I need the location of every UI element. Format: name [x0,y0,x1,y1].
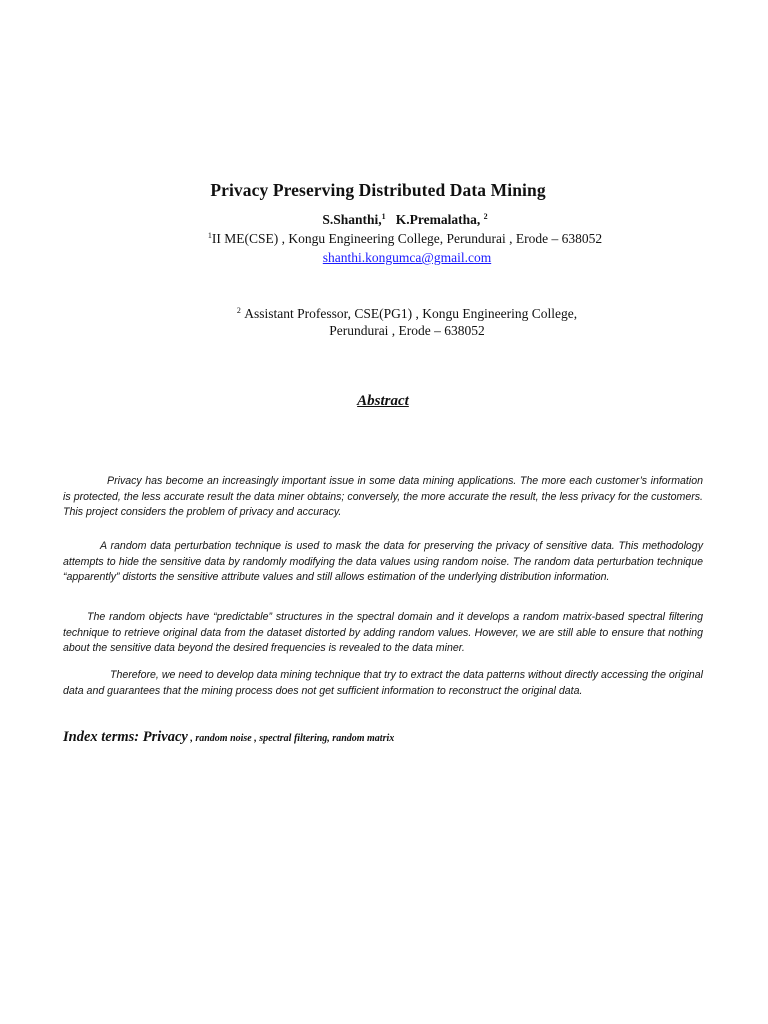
index-terms-label: Index terms: Privacy [63,729,188,745]
author-1: S.Shanthi, [322,212,382,227]
abstract-paragraph-1: Privacy has become an increasingly important issue in some data mining applications. The more each customer’s information is protected, the less accurate result the data miner obtains; conversely, the more accurate the result, the less privacy for the customers. This project considers the problem of privacy and accuracy. [63,475,703,519]
author-2-superscript: 2 [483,212,488,221]
index-terms-values: , random noise , spectral filtering, random matrix [187,733,395,744]
affiliation-2 [0,302,768,339]
email-line [0,250,768,266]
abstract-paragraph-4: Therefore, we need to develop data mining technique that try to extract the data patterns without directly accessing the original data and guarantees that the mining process does not get sufficient information to reconstruct the original data. [63,669,703,697]
abstract-paragraph-2: A random data perturbation technique is used to mask the data for preserving the privacy of sensitive data. This methodology attempts to hide the sensitive data by randomly modifying the data values using random noise. The random data perturbation technique “apparently” distorts the sensitive attribute values and still allows estimation of the underlying distribution information. [63,540,703,584]
affiliation-2-line-2: Perundurai , Erode – 638052 [329,323,485,338]
author-1-superscript: 1 [381,212,386,221]
author-line [0,212,768,228]
abstract-paragraph-3: The random objects have “predictable” structures in the spectral domain and it develops a random matrix-based spectral filtering technique to retrieve original data from the dataset distorted by adding random values. However, we are still able to ensure that nothing about the sensitive data beyond the desired frequencies is revealed to the data miner. [63,611,703,655]
index-terms [63,728,703,746]
affiliation-2-text: Assistant Professor, CSE(PG1) , Kongu Engineering College, [244,306,578,321]
affiliation-2-line-1 [0,302,768,322]
author-2: K.Premalatha, [395,212,481,227]
affiliation-2-superscript: 2 [236,306,241,315]
author-email-link[interactable]: shanthi.kongumca@gmail.com [322,250,492,265]
abstract-heading: Abstract [357,393,409,409]
affiliation-1 [0,231,768,247]
paper-title: Privacy Preserving Distributed Data Mining [210,180,546,200]
affiliation-1-text: II ME(CSE) , Kongu Engineering College, Perundurai , Erode – 638052 [211,231,603,246]
affiliation-1-superscript: 1 [207,231,212,240]
